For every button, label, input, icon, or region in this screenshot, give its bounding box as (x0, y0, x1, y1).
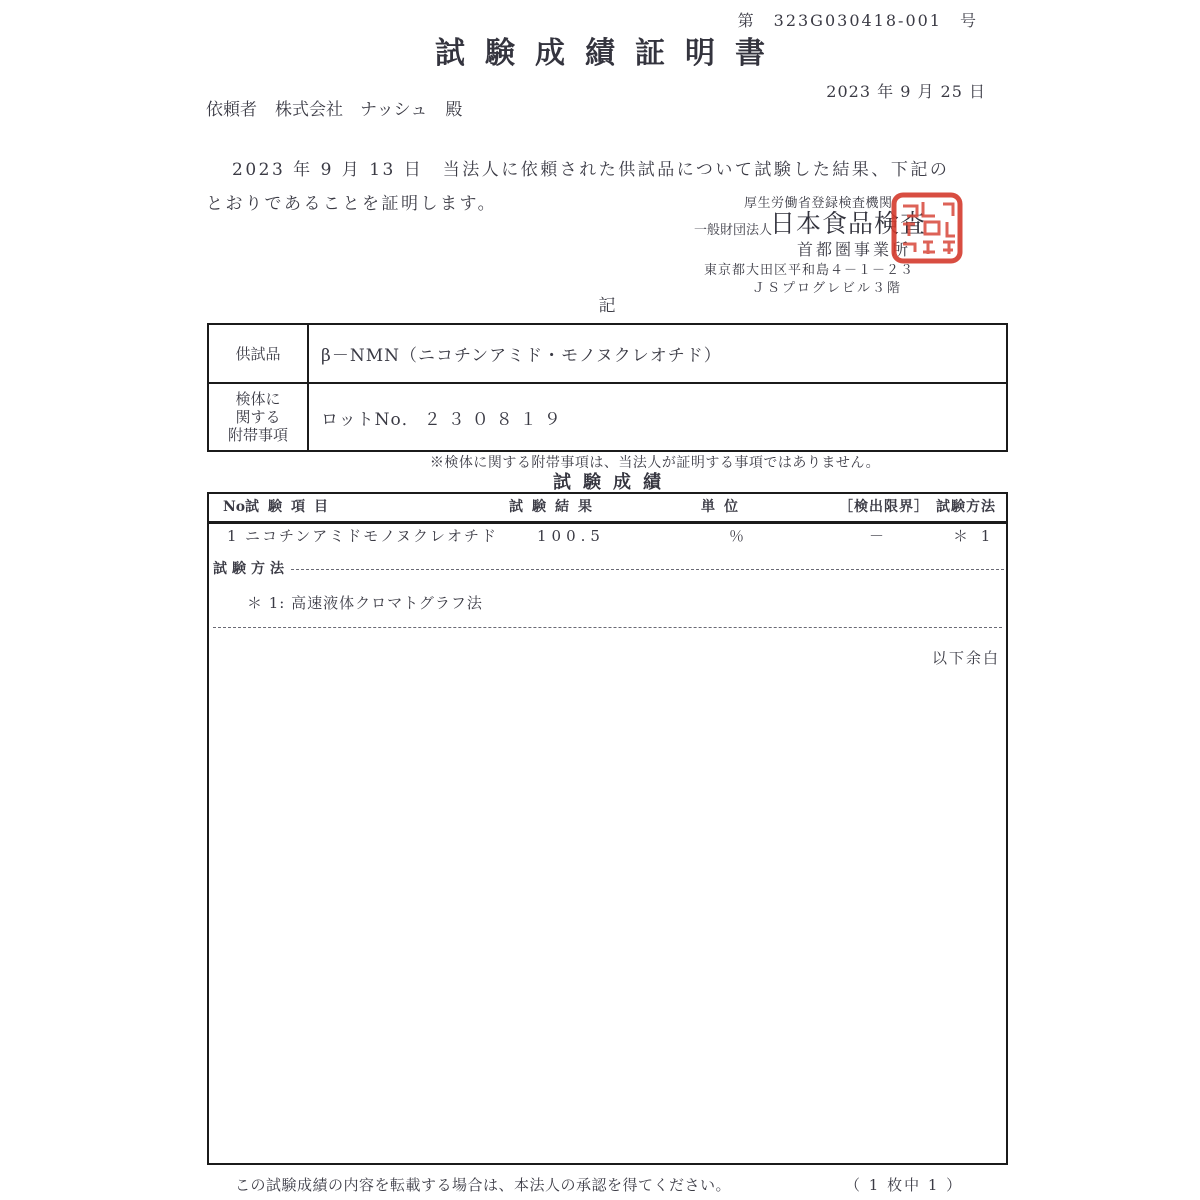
dashed-line (213, 627, 1002, 628)
results-table (207, 492, 1008, 1165)
corporation-name: 日本食品検査 (770, 209, 927, 238)
paragraph-line-1: 2023 年 9 月 13 日 当法人に依頼された供試品について試験した結果、下記の (232, 160, 950, 180)
result-no: 1 (227, 527, 237, 545)
document-number: 第 323G030418-001 号 (737, 11, 978, 30)
column-unit: 単位 (701, 499, 747, 515)
column-no: No (223, 499, 246, 515)
footer (207, 1174, 1008, 1198)
client-line (206, 95, 462, 120)
page-count: （ 1 枚中 1 ） (845, 1176, 964, 1194)
column-detection-limit: ［検出限界］ (839, 499, 929, 515)
client-label: 依頼者 (206, 100, 257, 120)
issue-date: 2023 年 9 月 25 日 (826, 82, 986, 101)
column-item: 試験項目 (245, 499, 337, 515)
table-row (209, 325, 1006, 384)
method-item-1: ＊ 1: 高速液体クロマトグラフ法 (247, 594, 483, 612)
lot-value: ロットNo． ２３０８１９ (321, 409, 568, 430)
result-unit: ％ (729, 527, 745, 545)
sample-info-table (207, 323, 1008, 452)
method-section-divider (213, 558, 1004, 578)
result-value: 100.5 (537, 527, 605, 545)
method-section-label: 試験方法 (213, 561, 289, 577)
registration-authority-label: 厚生労働省登録検査機関 (744, 196, 893, 211)
result-detection-limit: － (869, 527, 885, 545)
sample-label: 供試品 (209, 325, 309, 382)
record-mark: 記 (598, 296, 616, 316)
registration-seal-icon (891, 192, 963, 264)
footer-note: この試験成績の内容を転載する場合は、本法人の承認を得てください。 (235, 1176, 732, 1194)
sample-table-note: ※検体に関する附帯事項は、当法人が証明する事項ではありません。 (429, 455, 881, 471)
remainder-blank-note: 以下余白 (931, 649, 1000, 667)
paragraph-line-2: とおりであることを証明します。 (206, 194, 498, 214)
results-row (209, 523, 1006, 549)
result-item: ニコチンアミドモノヌクレオチド (245, 527, 499, 545)
results-table-header (209, 494, 1006, 524)
table-row (209, 384, 1006, 450)
client-honorific: 殿 (445, 100, 463, 120)
address-line-2: ＪＳプログレビル３階 (752, 281, 903, 296)
lot-label: 検体に 関する 附帯事項 (209, 384, 309, 450)
address-line-1: 東京都大田区平和島４－１－２３ (704, 263, 915, 278)
sample-value: β－NMN（ニコチンアミド・モノヌクレオチド） (321, 346, 722, 366)
corporation-type: 一般財団法人 (694, 223, 773, 238)
client-name: 株式会社 ナッシュ (275, 100, 428, 120)
certificate-title: 試験成績証明書 (435, 36, 785, 71)
results-heading: 試験成績 (553, 472, 673, 493)
column-result: 試験結果 (509, 499, 601, 515)
dashed-line (291, 569, 1004, 570)
office-name: 首都圏事業所 (797, 240, 912, 259)
column-method: 試験方法 (936, 499, 996, 515)
result-method: ＊ 1 (953, 527, 995, 545)
